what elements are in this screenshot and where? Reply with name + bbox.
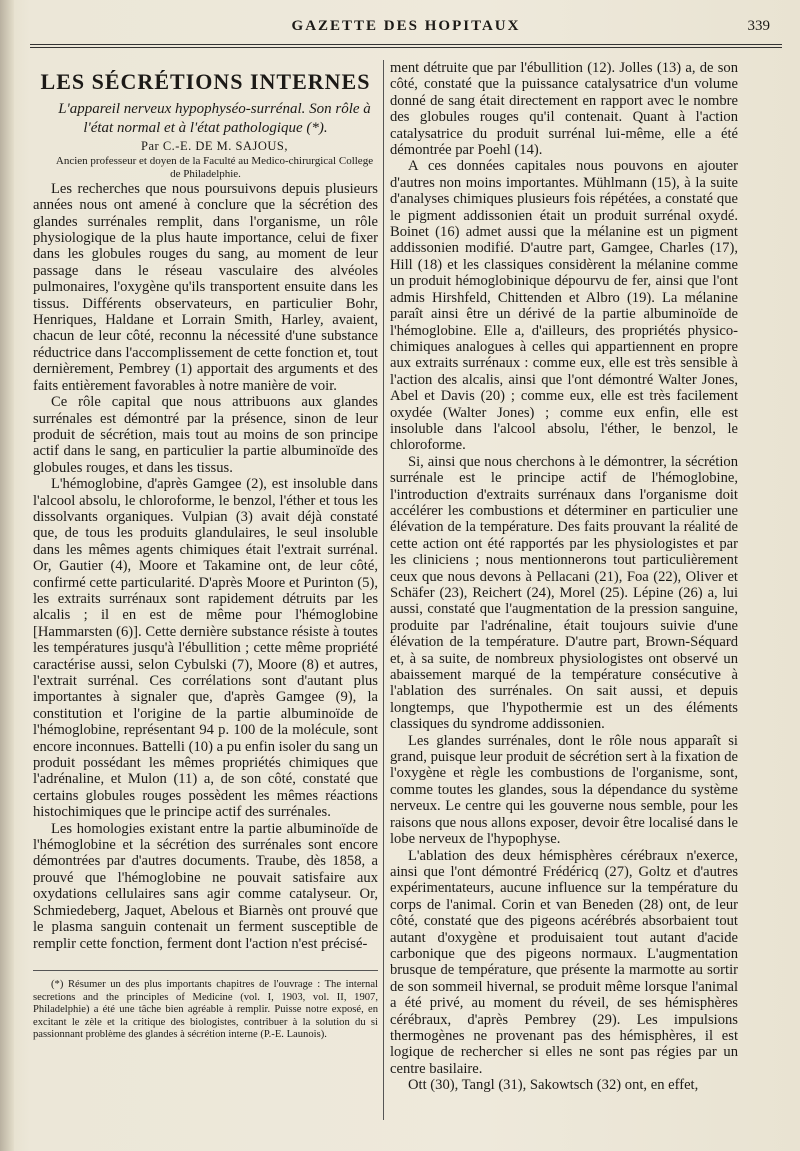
article-byline: Par C.-E. DE M. SAJOUS, xyxy=(141,139,288,154)
running-head xyxy=(30,18,782,42)
paragraph: Ott (30), Tangl (31), Sakowtsch (32) ont, en effet, xyxy=(408,1077,699,1094)
paragraph: Les homologies existant entre la partie albuminoïde de l'hémoglobine et la sécrétion des surrénales sont encore démontrées par d'autres documents. Traube, dès 1858, a prouvé que l'hémoglobine ne pouvait satisfaire aux oxydations cellulaires sans agir comme catalyseur. Or, Schmiedeberg, Jaquet, Abelous et Biarnès ont prouvé que le plasma sanguin contenait un ferment susceptible de remplir cette fonction, ferment dont l'action n'est précisé- xyxy=(33,820,378,952)
author-affiliation: Ancien professeur et doyen de la Faculté au Medico-chirurgical College de Philadelphie. xyxy=(55,154,374,180)
page-number: 339 xyxy=(747,18,770,34)
paragraph: Les glandes surrénales, dont le rôle nous apparaît si grand, puisque leur produit de sécrétion sert à la fixation de l'oxygène et règle les combustions de l'organisme, sont, comme toutes les glandes, sous la dépendance du système nerveux. Le centre qui les gouverne nous semble, pour les raisons que nous allons exposer, devoir être localisé dans le lobe nerveux de l'hypophyse. xyxy=(390,732,738,848)
footnote: (*) Résumer un des plus importants chapitres de l'ouvrage : The internal secretions and the principles of Medicine (vol. I, 1903, vol. II, 1907, Philadelphie) a été une tâche bien agréable à remplir. Puisse notre exposé, en excitant le zèle et la critique des biologistes, contribuer à la solution du si passionnant problème des glandes à sécrétion interne (P.-E. Launois). xyxy=(33,978,378,1041)
journal-title: GAZETTE DES HOPITAUX xyxy=(291,18,521,34)
paragraph: Si, ainsi que nous cherchons à le démontrer, la sécrétion surrénale est le principe actif de l'hémoglobine, l'introduction d'extraits surrénaux dans l'organisme doit accélérer les combustions et déterminer en particulier une élévation de la température. Des faits prouvant la réalité de cette action ont été rapportés par les physiologistes et par les cliniciens ; nous mentionnerons tout particulièrement ceux que nous devons à Pellacani (21), Foa (22), Oliver et Schäfer (23), Reichert (24), Morel (25). Lépine (26) a, lui aussi, constaté que l'augmentation de la pression sanguine, produite par l'adrénaline, était toujours suivie d'une élévation de la température. D'autre part, Brown-Séquard et, à sa suite, de nombreux physiologistes ont observé un abaissement marqué de la température consécutive à l'ablation des surrénales. On sait aussi, et depuis longtemps, que l'hypothermie est un des éléments classiques du syndrome addissonien. xyxy=(390,453,738,733)
left-column xyxy=(33,60,378,1042)
article-title: LES SÉCRÉTIONS INTERNES xyxy=(40,69,371,94)
paragraph: ment détruite que par l'ébullition (12). Jolles (13) a, de son côté, constaté que la puissance catalysatrice d'un volume donné de sang était directement en rapport avec le nombre des globules rouges qu'il contenait. Quant à l'action catalysatrice du produit surrénal lui-même, elle a été démontrée par Poehl (14). xyxy=(390,60,738,159)
header-rule xyxy=(30,44,782,48)
footnote-rule xyxy=(33,970,378,971)
paragraph: Ce rôle capital que nous attribuons aux glandes surrénales est démontré par la présence, sinon de leur produit de sécrétion, mais tout au moins de son principe actif dans le sang, en particulier la partie albuminoïde des globules rouges, et dans les tissus. xyxy=(33,394,378,476)
column-divider xyxy=(383,60,384,1120)
paragraph: L'ablation des deux hémisphères cérébraux n'exerce, ainsi que l'ont démontré Frédéricq (27), Goltz et d'autres expérimentateurs, aucune influence sur la température du corps de l'animal. Corin et van Beneden (28) ont, de leur côté, constaté que des pigeons acérébrés absorbaient tout autant d'oxygène et produisaient tout autant d'acide carbonique que des pigeons normaux. L'augmentation brusque de température, que présente la marmotte au sortir de son sommeil hivernal, se produit même lorsque l'animal a été privé, au moment du réveil, de ses hémisphères cérébraux, d'après Pembrey (29). Les impulsions thermogènes ne provenant pas des hémisphères, il est logique de rechercher si elles ne sont pas régies par un centre basilaire. xyxy=(390,847,738,1077)
paragraph: L'hémoglobine, d'après Gamgee (2), est insoluble dans l'alcool absolu, le chloroforme, le benzol, l'éther et tous les dissolvants organiques. Vulpian (3) avait déjà constaté que, de tous les produits glandulaires, le seul insoluble dans les mêmes agents chimiques était l'extrait surrénal. Or, Gautier (4), Moore et Takamine ont, de leur côté, confirmé cette particularité. D'après Moore et Purinton (5), les extraits surrénaux sont rapidement détruits par les alcalis ; il en est de même pour l'hémoglobine [Hammarsten (6)]. Cette dernière substance résiste à toutes les températures jusqu'à l'ébullition ; cette même propriété caractérise aussi, selon Cybulski (7), Moore (8) et autres, l'extrait surrénal. Ces corrélations sont d'autant plus importantes à signaler que, d'après Gamgee (9), la constitution et l'origine de la partie albuminoïde de l'hémoglobine, représentant 94 p. 100 de la molécule, sont encore inconnues. Battelli (10) a pu enfin isoler du sang un produit possédant les mêmes propriétés chimiques que l'adrénaline, et Mulon (11) a, de son côté, constaté que certains globules rouges possèdent les mêmes réactions histochimiques que le principe actif des surrénales. xyxy=(33,476,378,821)
right-column xyxy=(390,60,738,1094)
paragraph: Les recherches que nous poursuivons depuis plusieurs années nous ont amené à conclure que la sécrétion des glandes surrénales remplit, dans l'organisme, un rôle physiologique de la plus haute importance, celui de fixer dans les globules rouges du sang, au moment de leur passage dans le réseau vasculaire des alvéoles pulmonaires, l'oxygène qu'ils transportent ensuite dans les tissus. Différents observateurs, en particulier Bohr, Henriques, Haldane et Lorrain Smith, Harley, avaient, chacun de leur côté, reconnu la nécessité d'une substance réductrice dans l'accomplissement de cette fonction et, tout dernièrement, Pembrey (1) apportait des arguments et des faits entièrement favorables à notre manière de voir. xyxy=(33,180,378,394)
paragraph: A ces données capitales nous pouvons en ajouter d'autres non moins importantes. Mühlmann (15), à la suite d'analyses chimiques plusieurs fois répétées, a constaté que le pigment addissonien était un produit surrénal oxydé. Boinet (16) admet aussi que la mélanine est un pigment addissonien modifié. D'autre part, Gamgee, Charles (17), Hill (18) et les classiques considèrent la mélanine comme un produit hémoglobinique dépourvu de fer, ainsi que l'ont admis Hirshfeld, Chittenden et Albro (19). La mélanine paraît ainsi être un dérivé de la partie albuminoïde de l'hémoglobine. Elle a, d'ailleurs, des propriétés physico-chimiques analogues à celles qui appartiennent en propre aux extraits surrénaux : comme eux, elle est très sensible à l'action des alcalis, ainsi que l'ont démontré Walter Jones, Abel et Davis (20) ; comme eux, elle est très facilement oxydée (Walter Jones) ; comme eux enfin, elle est insoluble dans l'alcool absolu, l'éther, le benzol, le chloroforme. xyxy=(390,158,738,454)
article-subtitle: L'appareil nerveux hypophyséo-surrénal. Son rôle à l'état normal et à l'état pathologique (*). xyxy=(58,101,371,137)
binding-shadow xyxy=(0,0,14,1151)
